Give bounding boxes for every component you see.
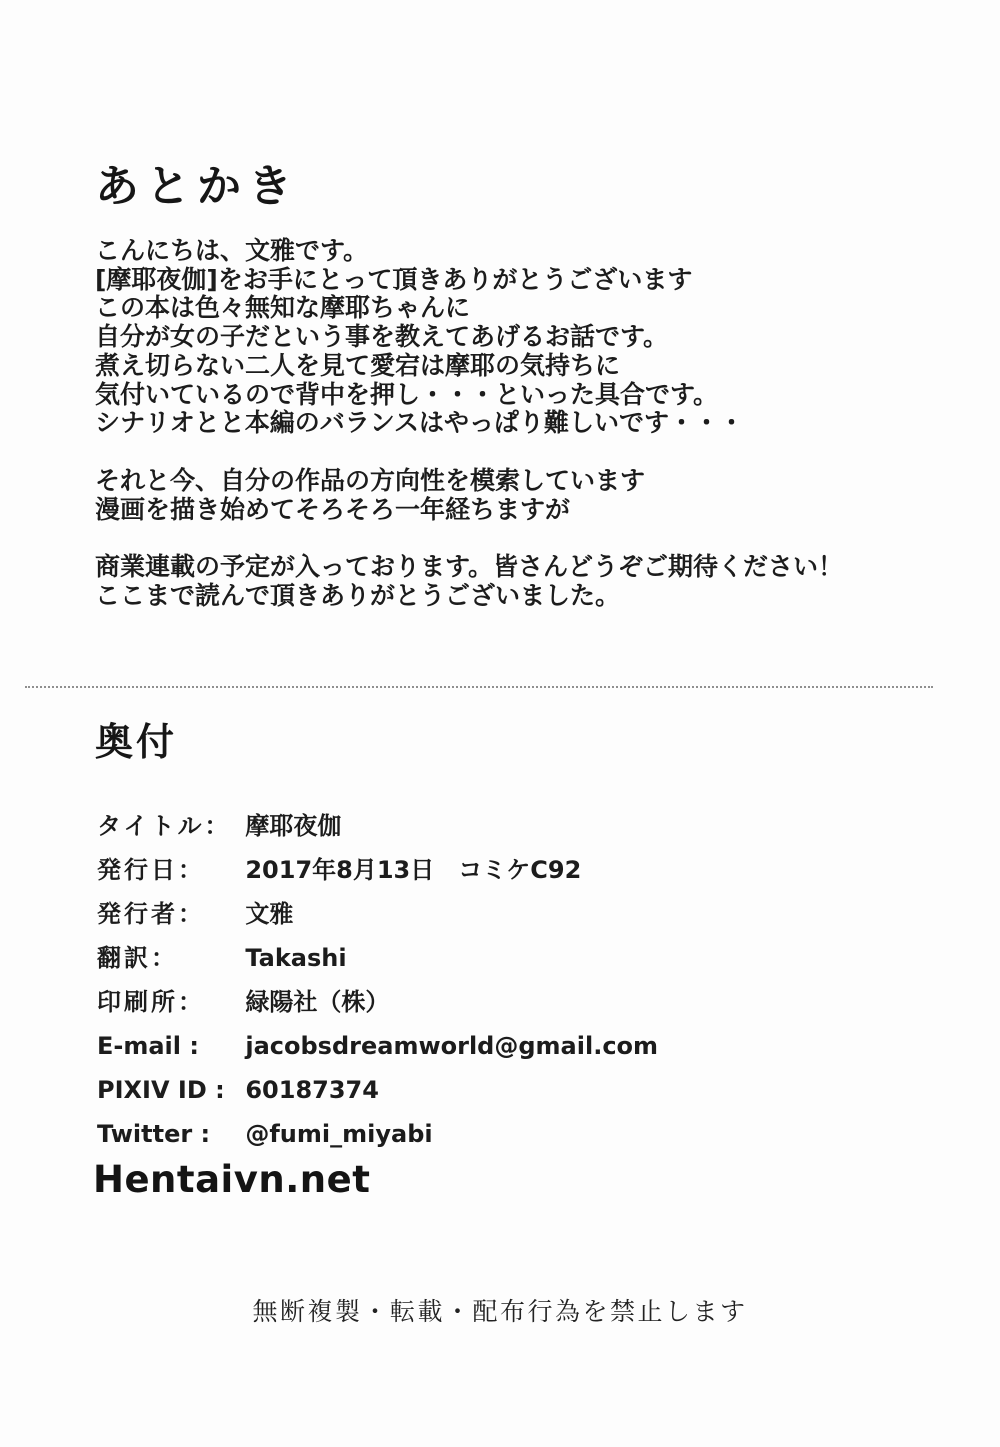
text-line: こんにちは、文雅です。	[95, 236, 369, 265]
afterword-title: あとかき	[95, 161, 299, 212]
colophon-label: 印刷所：	[97, 988, 205, 1016]
text-line: 気付いているので背中を押し・・・といった具合です。	[95, 379, 719, 409]
colophon-row-email	[97, 1032, 658, 1060]
colophon-value: @fumi_miyabi	[245, 1120, 433, 1148]
colophon-value: Takashi	[245, 944, 347, 972]
colophon-label: タイトル：	[97, 812, 232, 840]
colophon-value: jacobsdreamworld@gmail.com	[245, 1032, 659, 1060]
text-line: ここまで読んで頂きありがとうございました。	[95, 581, 621, 611]
colophon-row-translator	[97, 944, 658, 972]
colophon-row-title	[97, 812, 658, 840]
colophon	[97, 812, 658, 1164]
colophon-row-printer	[97, 988, 658, 1016]
colophon-value: 緑陽社（株）	[245, 988, 390, 1016]
colophon-label: 発行日：	[97, 856, 205, 884]
colophon-value: 60187374	[245, 1076, 379, 1104]
colophon-row-twitter	[97, 1120, 658, 1148]
text-line: 漫画を描き始めてそろそろ一年経ちますが	[95, 494, 571, 524]
colophon-label: PIXIV ID :	[97, 1076, 225, 1104]
afterword-paragraph-3	[95, 553, 843, 610]
colophon-row-publish-date	[97, 856, 658, 884]
colophon-value: 摩耶夜伽	[245, 812, 342, 840]
afterword-paragraph-1	[95, 237, 843, 438]
afterword-body	[95, 237, 843, 640]
colophon-row-pixiv-id	[97, 1076, 658, 1104]
text-line: シナリオとと本編のバランスはやっぱり難しいです・・・	[95, 408, 745, 438]
colophon-label: Twitter :	[97, 1120, 211, 1148]
text-line: 自分が女の子だという事を教えてあげるお話です。	[95, 322, 669, 352]
afterword-paragraph-2	[95, 467, 843, 524]
copyright-notice: 無断複製・転載・配布行為を禁止します	[252, 1297, 748, 1326]
colophon-row-publisher	[97, 900, 658, 928]
dotted-divider	[25, 686, 933, 688]
colophon-label: 翻訳：	[97, 944, 178, 972]
text-line: [摩耶夜伽]をお手にとって頂きありがとうございます	[95, 264, 693, 294]
text-line: この本は色々無知な摩耶ちゃんに	[95, 293, 471, 323]
colophon-value: 2017年8月13日 コミケC92	[245, 856, 582, 884]
text-line: 商業連載の予定が入っております。皆さんどうぞご期待ください！	[95, 552, 844, 582]
colophon-label: E-mail :	[97, 1032, 199, 1060]
colophon-value: 文雅	[245, 900, 294, 928]
colophon-label: 発行者：	[97, 900, 205, 928]
colophon-title: 奥付	[95, 720, 178, 764]
watermark-text: Hentaivn.net	[93, 1158, 371, 1201]
text-line: 煮え切らない二人を見て愛宕は摩耶の気持ちに	[95, 350, 621, 380]
text-line: それと今、自分の作品の方向性を模索しています	[95, 465, 646, 495]
